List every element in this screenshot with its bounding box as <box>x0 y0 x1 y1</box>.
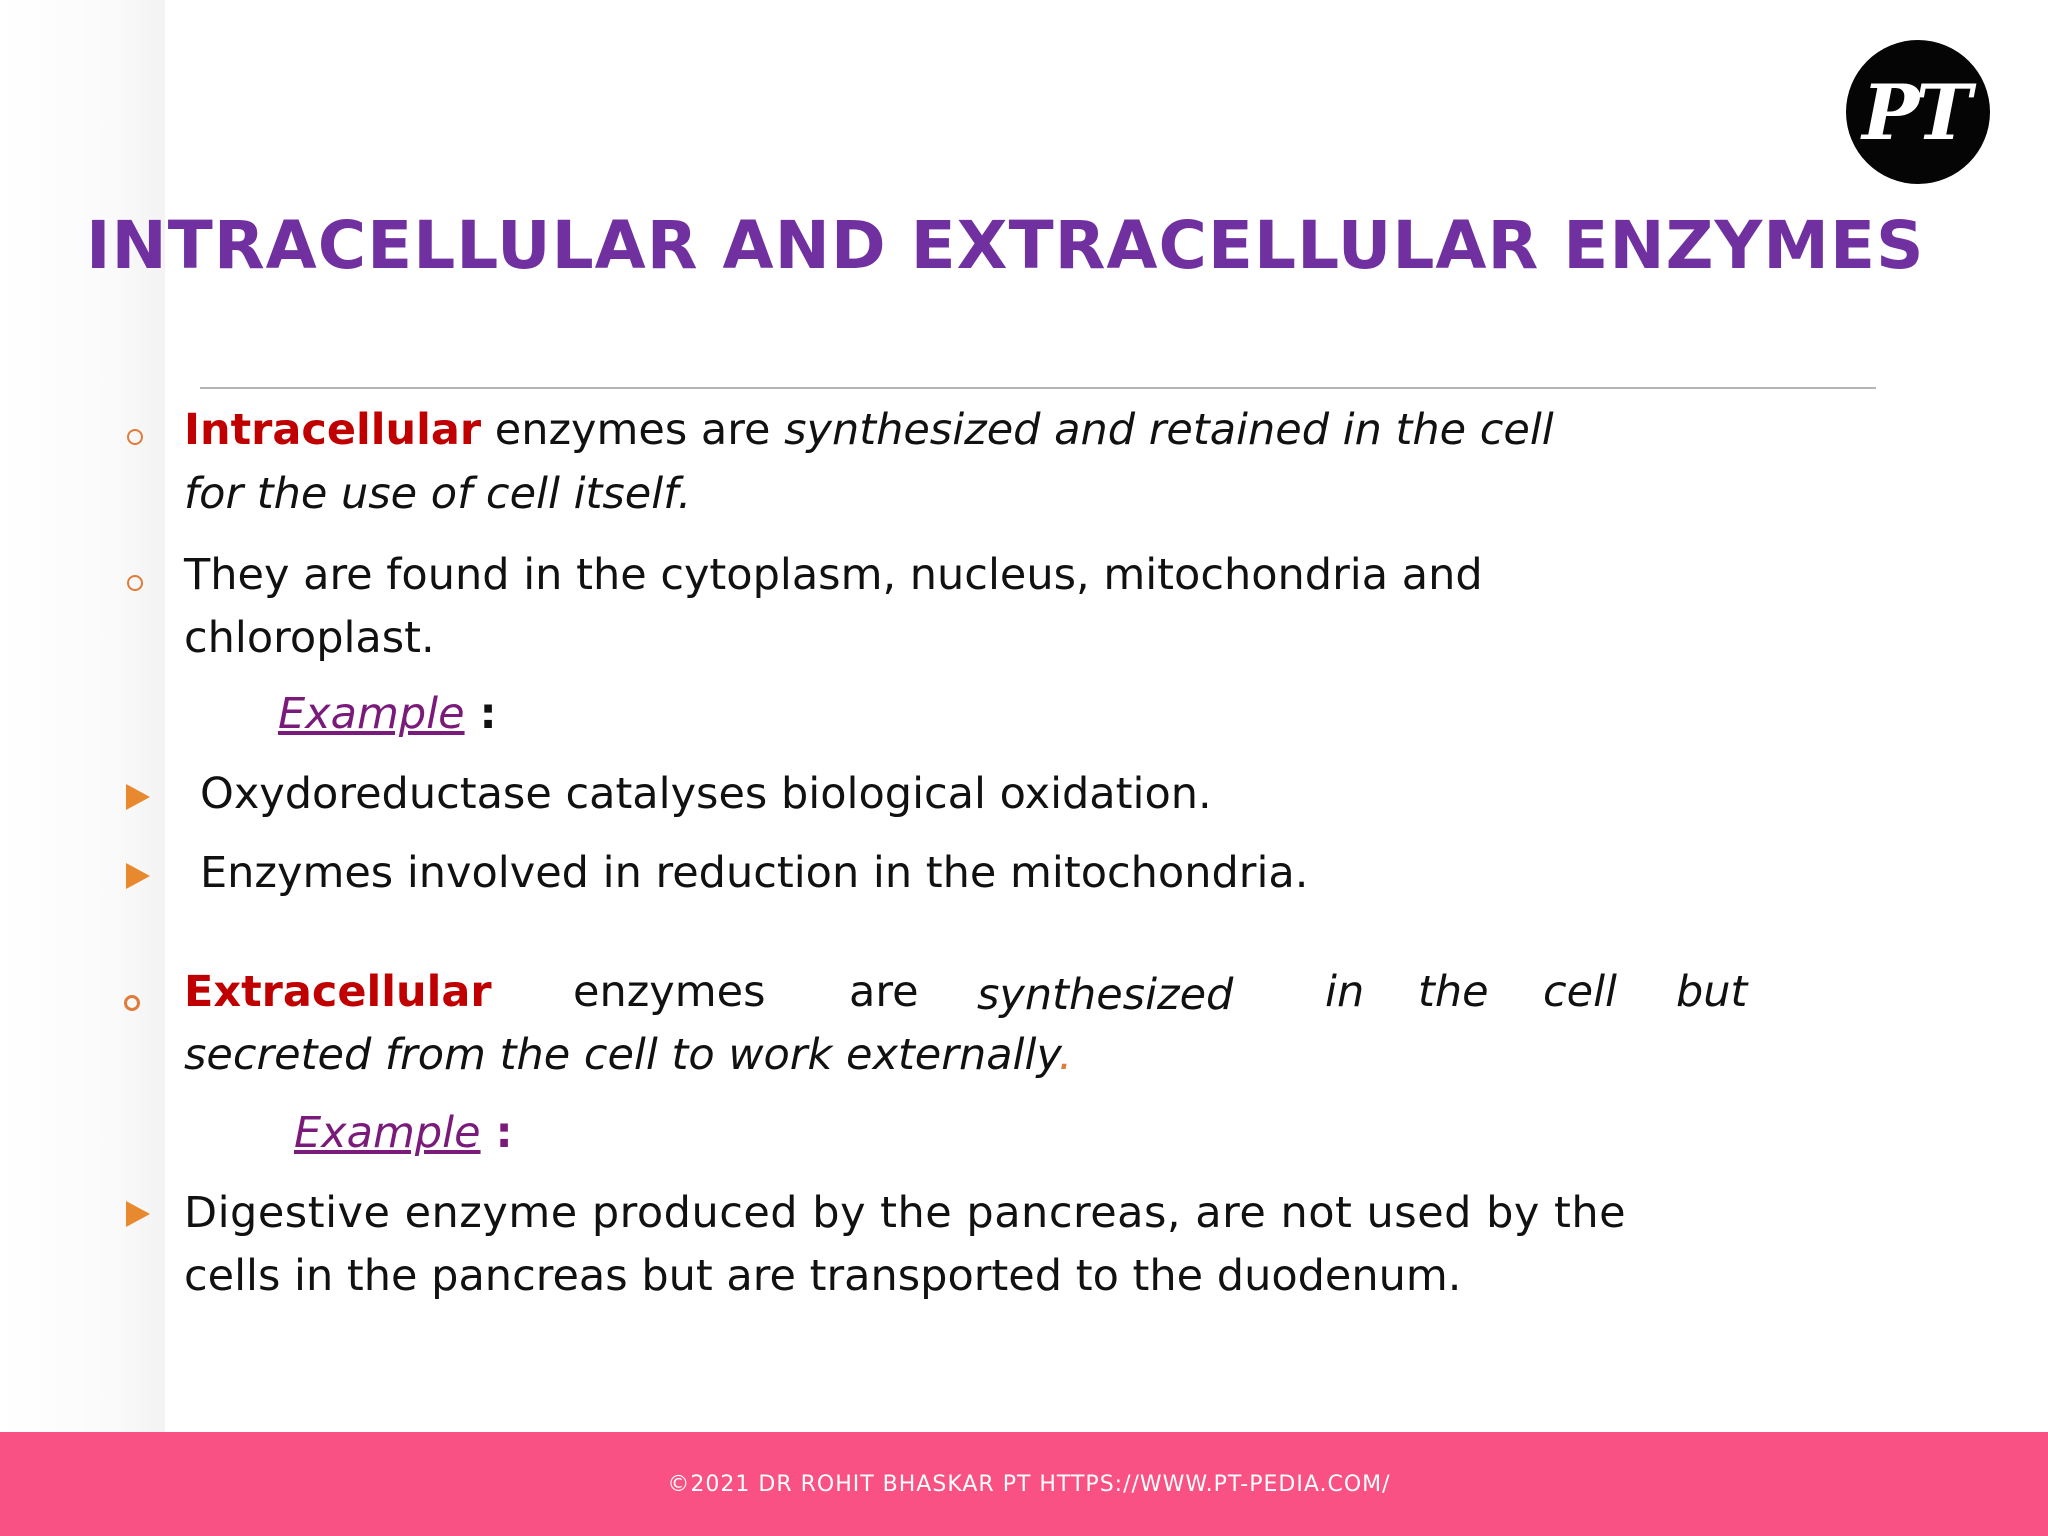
extracellular-word: in <box>1325 967 1365 1017</box>
example-colon: : <box>464 689 497 739</box>
example-label: Example <box>278 689 465 739</box>
circle-bullet <box>127 575 143 591</box>
intracellular-example-item: Enzymes involved in reduction in the mitochondria. <box>200 848 1309 898</box>
extracellular-definition-line2 <box>184 1027 1072 1083</box>
intracellular-term: Intracellular <box>184 405 482 455</box>
intracellular-definition-line2: for the use of cell itself. <box>184 469 692 519</box>
intracellular-location-line1: They are found in the cytoplasm, nucleus, mitochondria and <box>184 550 1483 600</box>
extracellular-word: are <box>849 967 919 1017</box>
extracellular-word: enzymes <box>573 967 766 1017</box>
footer-copyright: ©2021 DR ROHIT BHASKAR PT HTTPS://WWW.PT-PEDIA.COM/ <box>667 1471 1391 1497</box>
extracellular-text-italic: secreted from the cell to work externally <box>184 1030 1059 1080</box>
orange-period: . <box>1058 1030 1073 1080</box>
intracellular-location-line2: chloroplast. <box>184 613 435 663</box>
extracellular-word: cell <box>1543 967 1617 1017</box>
arrow-bullet <box>126 784 150 810</box>
extracellular-word: but <box>1676 967 1748 1017</box>
extracellular-example-line1: Digestive enzyme produced by the pancreas, are not used by the <box>184 1188 1627 1238</box>
arrow-bullet <box>126 1201 150 1227</box>
intracellular-text-italic: synthesized and retained in the cell <box>784 405 1554 455</box>
arrow-bullet <box>126 863 150 889</box>
circle-bullet <box>127 429 143 445</box>
logo-text: PT <box>1862 67 1968 157</box>
intracellular-example-item: Oxydoreductase catalyses biological oxidation. <box>200 769 1212 819</box>
extracellular-example-line2: cells in the pancreas but are transported to the duodenum. <box>184 1251 1462 1301</box>
extracellular-word: the <box>1418 967 1489 1017</box>
extracellular-term: Extracellular <box>184 967 492 1017</box>
intracellular-definition-line1 <box>184 402 1554 458</box>
extracellular-example-heading <box>294 1105 513 1161</box>
intracellular-example-heading <box>278 686 497 742</box>
slide-title: INTRACELLULAR AND EXTRACELLULAR ENZYMES <box>86 207 1925 284</box>
footer-bar <box>0 1432 2048 1536</box>
pt-logo <box>1846 40 1990 184</box>
intracellular-text-plain: enzymes are <box>481 405 785 455</box>
title-divider <box>200 387 1876 389</box>
example-label: Example <box>294 1108 481 1158</box>
extracellular-word: synthesized <box>977 970 1234 1020</box>
example-colon: : <box>480 1108 513 1158</box>
circle-bullet <box>124 995 140 1011</box>
